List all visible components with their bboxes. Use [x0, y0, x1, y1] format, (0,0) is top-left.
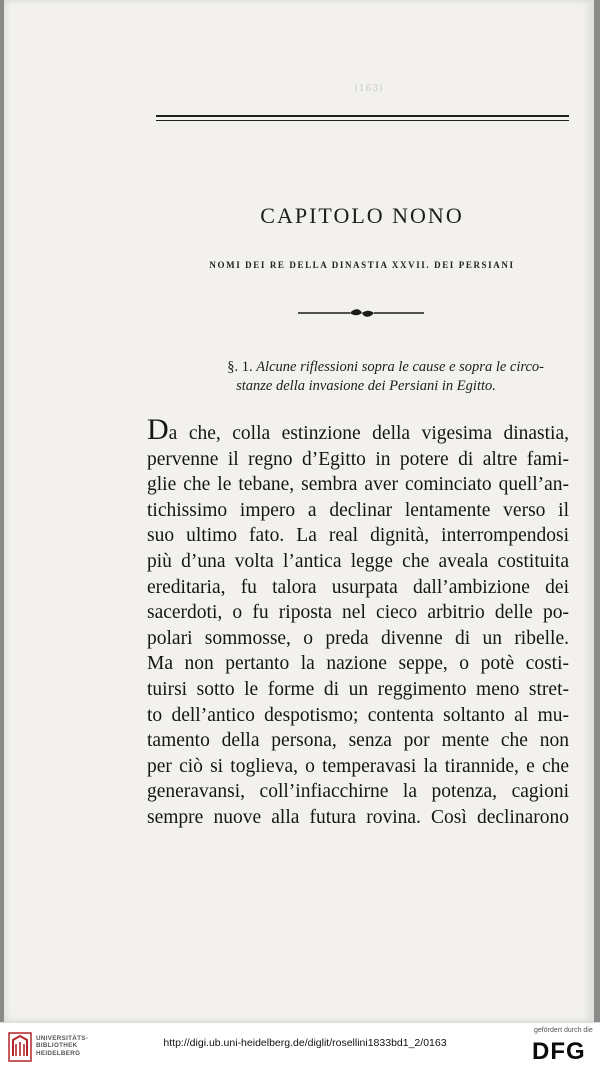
body-line: tichissimo impero a declinar lentamente verso il — [147, 499, 569, 521]
body-line: ereditaria, fu talora usurpata dall’ambizione dei — [147, 576, 569, 598]
section-heading-line-1 — [160, 358, 550, 377]
body-line: suo ultimo fato. La real dignità, interrompendosi — [147, 525, 569, 547]
page-number: (163) — [354, 84, 384, 94]
body-line: to dell’antico despotismo; contenta soltanto al mu- — [147, 704, 569, 726]
library-name: UNIVERSITÄTS- BIBLIOTHEK HEIDELBERG — [36, 1035, 89, 1057]
section-heading-line-2 — [160, 377, 550, 396]
body-text — [147, 413, 569, 831]
section-number: §. 1. — [227, 359, 253, 375]
university-library-logo-icon[interactable] — [8, 1032, 32, 1062]
ornament-divider-icon — [298, 306, 424, 320]
body-line: tamento della persona, senza por mente che non — [147, 730, 569, 752]
body-line: polari sommosse, o preda divenne di un ribelle. — [147, 627, 569, 649]
funded-by-label: gefördert durch die — [534, 1027, 593, 1034]
body-line: per ciò si toglieva, o temperavasi la tirannide, e che — [147, 755, 569, 777]
body-line: glie che le tebane, sembra aver cominciato quell’an- — [147, 474, 569, 496]
document-url-link[interactable]: http://digi.ub.uni-heidelberg.de/diglit/rosellini1833bd1_2/0163 — [163, 1037, 447, 1049]
drop-cap: D — [147, 413, 169, 446]
section-title-line-1: Alcune riflessioni sopra le cause e sopra le circo- — [256, 359, 544, 375]
body-line: sacerdoti, o fu riposta nel cieco arbitrio delle po- — [147, 602, 569, 624]
section-title-line-2: stanze della invasione dei Persiani in Egitto. — [236, 378, 496, 394]
section-heading — [160, 358, 550, 396]
body-line: pervenne il regno d’Egitto in potere di altre fami- — [147, 448, 569, 470]
chapter-title: CAPITOLO NONO — [260, 203, 464, 228]
body-line: sempre nuove alla futura rovina. Così declinarono — [147, 806, 569, 828]
body-line: Da che, colla estinzione della vigesima dinastia, — [147, 413, 569, 446]
chapter-subtitle: NOMI DEI RE DELLA DINASTIA XXVII. DEI PERSIANI — [209, 260, 515, 270]
dfg-logo[interactable]: DFG — [532, 1038, 586, 1065]
body-line: tuirsi sotto le forme di un reggimento meno stret- — [147, 678, 569, 700]
body-line: Ma non pertanto la nazione seppe, o potè costi- — [147, 653, 569, 675]
header-double-rule — [156, 115, 569, 121]
body-line: più d’una volta l’antica legge che avealа costituita — [147, 550, 569, 572]
body-line: generavansi, coll’infiacchirne la potenza, cagioni — [147, 781, 569, 803]
